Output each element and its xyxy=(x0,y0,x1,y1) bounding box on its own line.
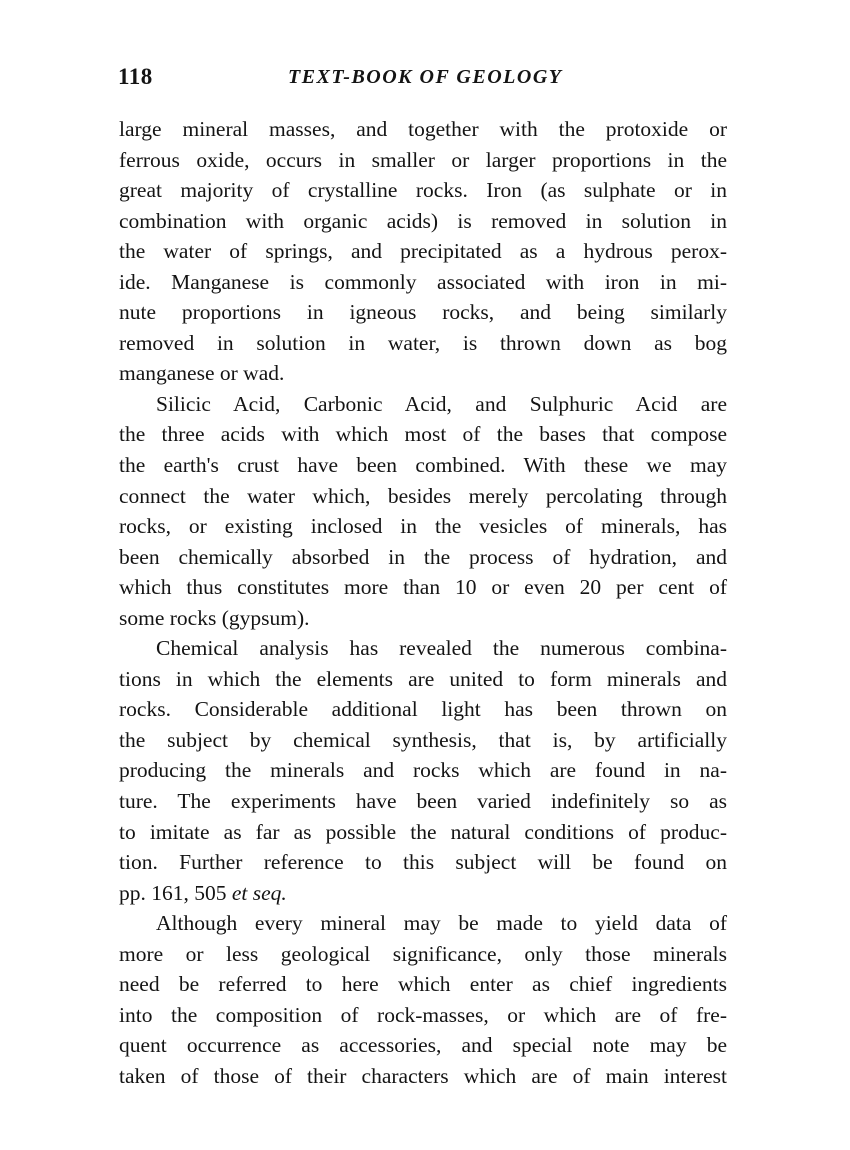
et-seq-italic: et seq. xyxy=(231,880,287,905)
text-line: ferrous oxide, occurs in smaller or larger proportions in the xyxy=(119,147,727,172)
paragraph xyxy=(119,114,727,389)
text-line: large mineral masses, and together with the protoxide or xyxy=(119,117,727,141)
text-line: connect the water which, besides merely percolating through xyxy=(119,483,727,508)
text-line: rocks. Considerable additional light has been thrown on xyxy=(119,697,727,722)
text-line: tion. Further reference to this subject will be found on xyxy=(119,850,727,875)
paragraph xyxy=(119,908,727,1091)
text-line: Silicic Acid, Carbonic Acid, and Sulphuric Acid are xyxy=(156,391,727,416)
text-line: Chemical analysis has revealed the numerous combina- xyxy=(156,636,727,661)
text-line: to imitate as far as possible the natural conditions of produc- xyxy=(119,819,727,844)
text-line: tions in which the elements are united to form minerals and xyxy=(119,666,727,691)
text-line: combination with organic acids) is removed in solution in xyxy=(119,208,727,233)
text-line: need be referred to here which enter as chief ingredients xyxy=(119,972,727,997)
page-number: 118 xyxy=(118,64,153,89)
text-line: Although every mineral may be made to yield data of xyxy=(156,911,727,936)
text-line: removed in solution in water, is thrown down as bog xyxy=(119,330,727,355)
text-line: quent occurrence as accessories, and special note may be xyxy=(119,1033,727,1058)
body-text xyxy=(119,114,727,1092)
text-line: been chemically absorbed in the process of hydration, and xyxy=(119,544,727,569)
text-line: producing the minerals and rocks which are found in na- xyxy=(119,758,727,783)
paragraph xyxy=(119,633,727,908)
text-line: manganese or wad. xyxy=(119,361,285,386)
text-line: the three acids with which most of the bases that compose xyxy=(119,422,727,447)
text-line: rocks, or existing inclosed in the vesicles of minerals, has xyxy=(119,514,727,539)
text-line: nute proportions in igneous rocks, and being similarly xyxy=(119,300,727,325)
running-head: TEXT-BOOK OF GEOLOGY xyxy=(288,66,563,88)
text-line: ture. The experiments have been varied indefinitely so as xyxy=(119,789,727,814)
paragraph xyxy=(119,389,727,633)
page-header xyxy=(118,64,728,98)
text-line: the earth's crust have been combined. With these we may xyxy=(119,453,727,478)
text-line: which thus constitutes more than 10 or even 20 per cent of xyxy=(119,575,727,600)
text-line: ide. Manganese is commonly associated with iron in mi- xyxy=(119,269,727,294)
text-line: great majority of crystalline rocks. Iron (as sulphate or in xyxy=(119,178,727,203)
text-line: more or less geological significance, only those minerals xyxy=(119,941,727,966)
text-line: some rocks (gypsum). xyxy=(119,605,310,630)
text-line xyxy=(119,878,727,909)
text-line: the subject by chemical synthesis, that is, by artificially xyxy=(119,727,727,752)
text-line: the water of springs, and precipitated as a hydrous perox- xyxy=(119,239,727,264)
text-line: taken of those of their characters which are of main interest xyxy=(119,1063,727,1088)
text-line: into the composition of rock-masses, or which are of fre- xyxy=(119,1002,727,1027)
page-reference: pp. 161, 505 xyxy=(119,880,232,905)
